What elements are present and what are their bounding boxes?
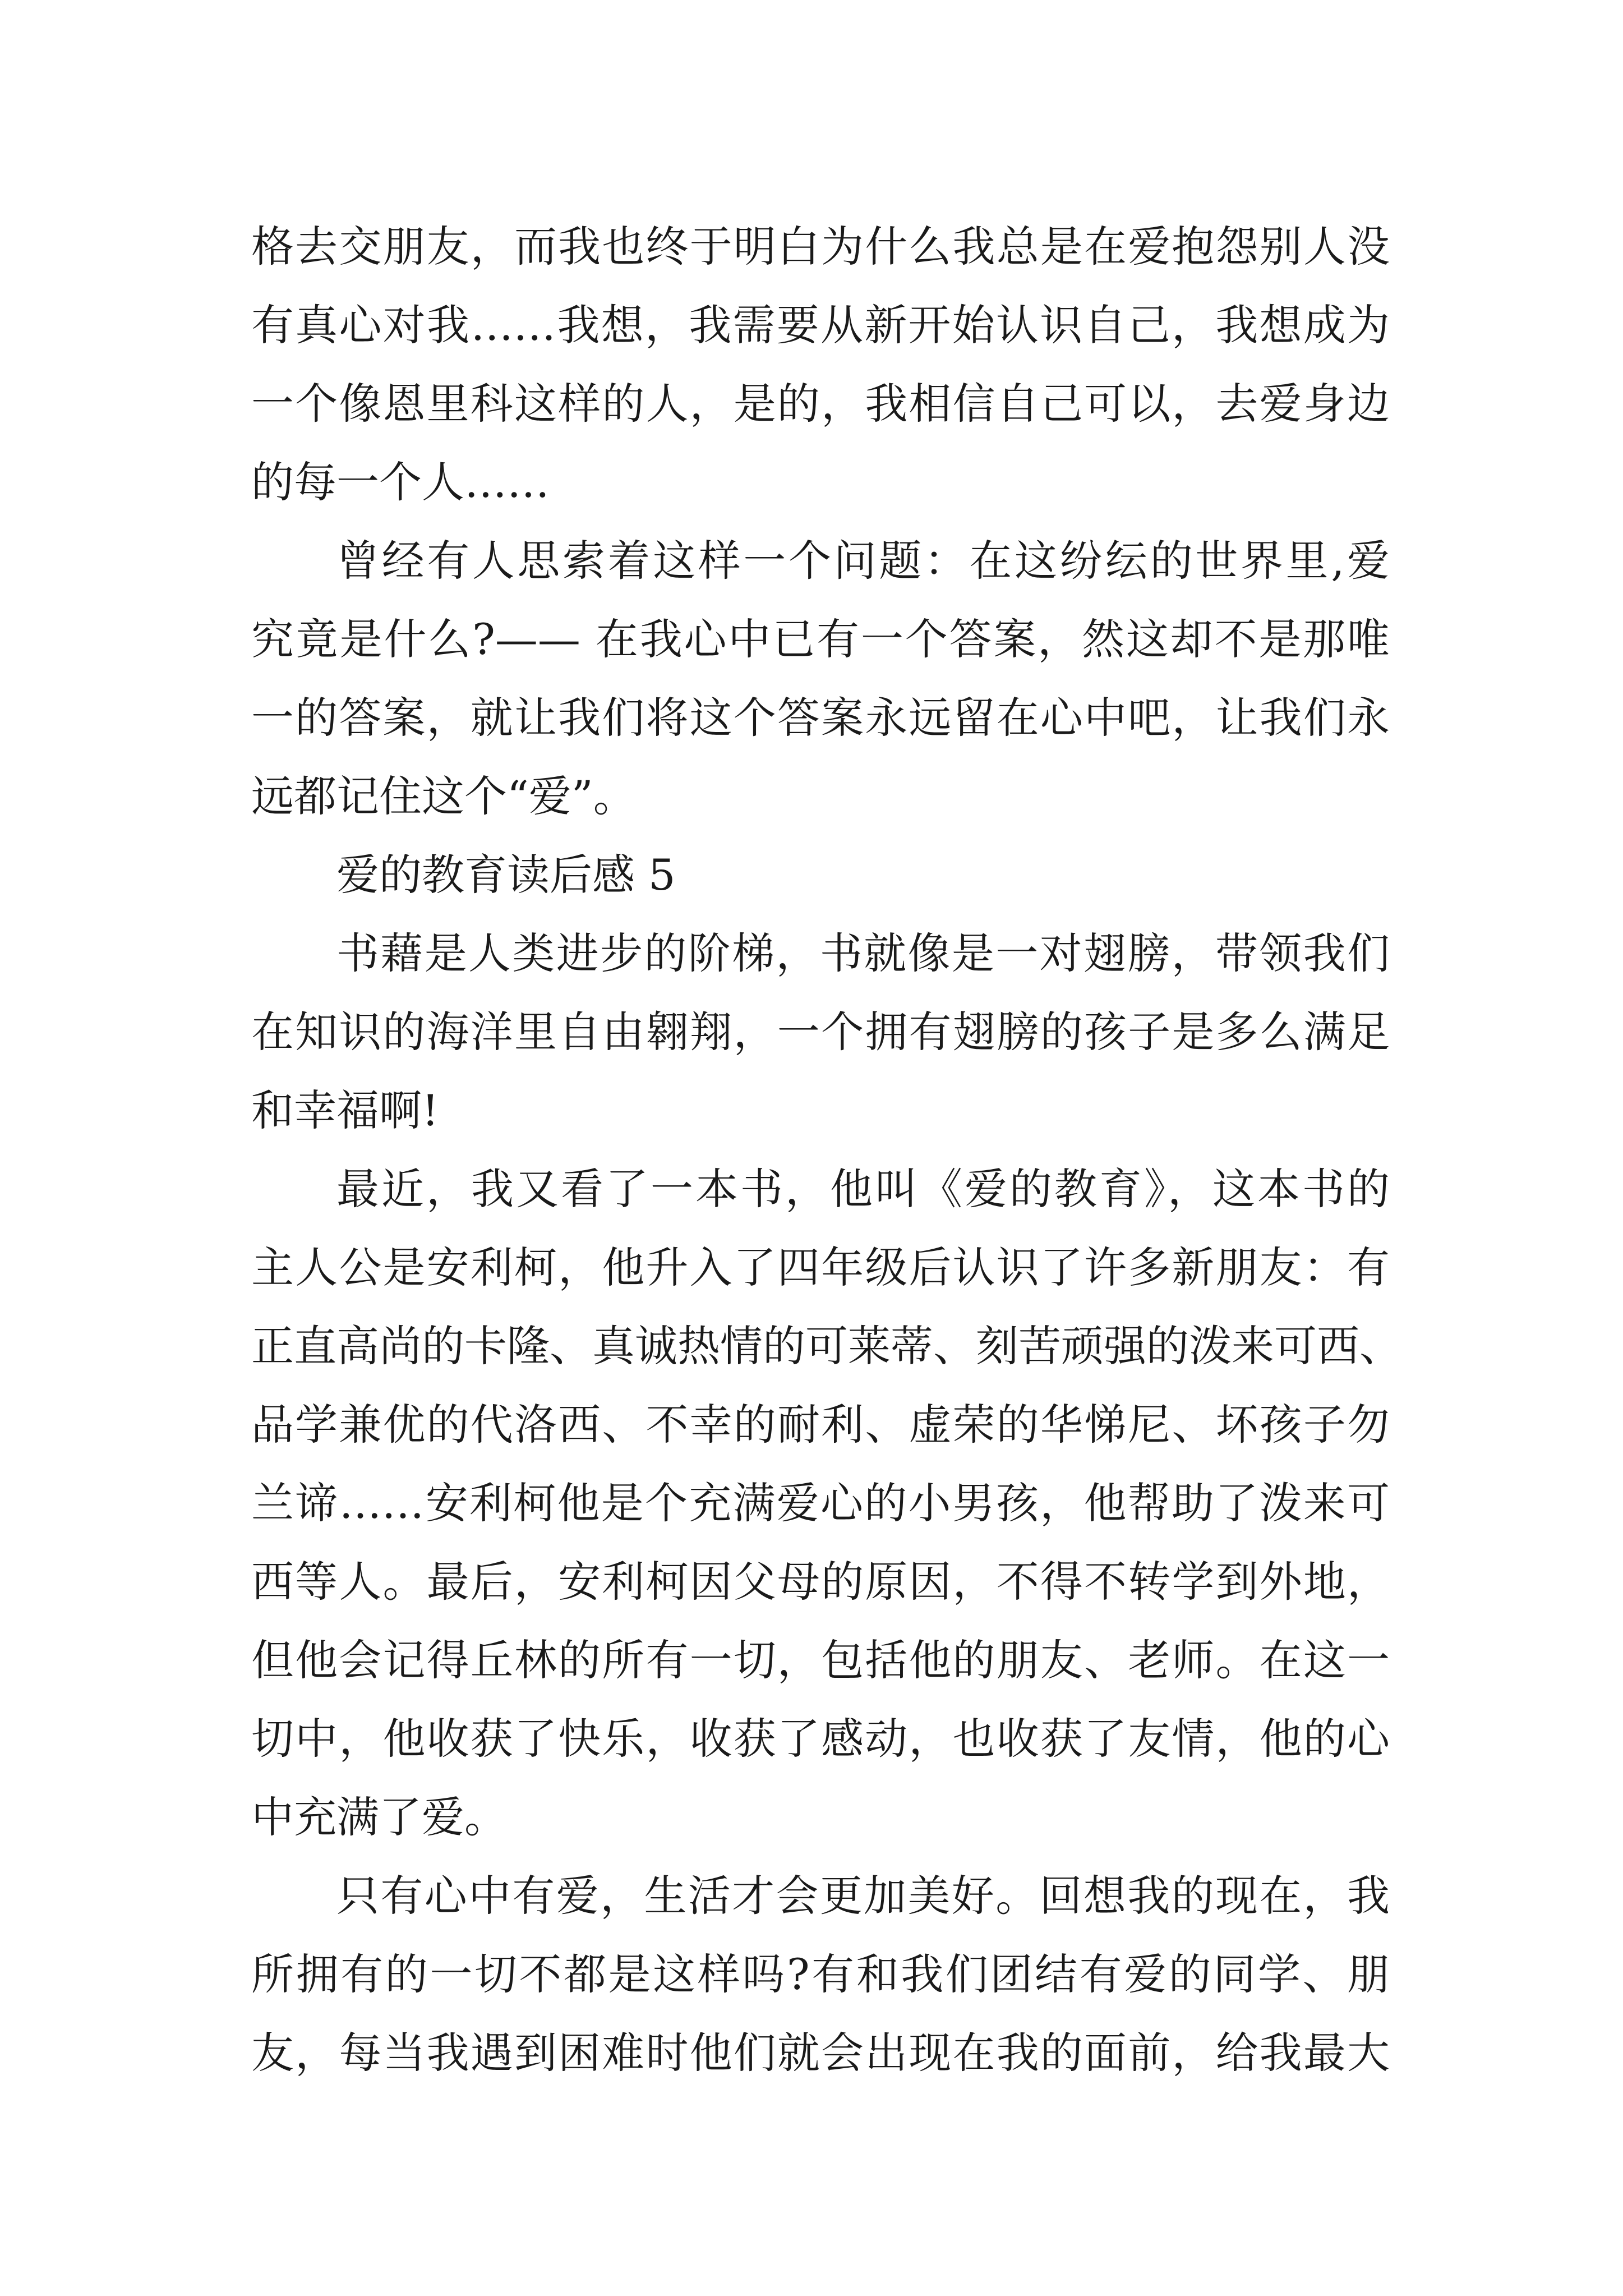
body-text [251, 208, 1402, 2092]
text-line: 一的答案，就让我们将这个答案永远留在心中吧，让我们永 [251, 693, 1390, 743]
paragraph-first-line: 曾经有人思索着这样一个问题：在这纷纭的世界里,爱 [336, 536, 1390, 586]
text-line: 友，每当我遇到困难时他们就会出现在我的面前，给我最大 [251, 2028, 1390, 2078]
text-line: 在知识的海洋里自由翱翔，一个拥有翅膀的孩子是多么满足 [251, 1007, 1390, 1057]
text-line: 究竟是什么?—— 在我心中已有一个答案，然这却不是那唯 [251, 614, 1390, 664]
text-line: 所拥有的一切不都是这样吗?有和我们团结有爱的同学、朋 [251, 1949, 1390, 1999]
text-line: 和幸福啊! [251, 1085, 439, 1135]
text-line: 品学兼优的代洛西、不幸的耐利、虚荣的华悌尼、坏孩子勿 [251, 1400, 1390, 1450]
text-line: 有真心对我……我想，我需要从新开始认识自己，我想成为 [251, 300, 1390, 350]
text-line: 兰谛……安利柯他是个充满爱心的小男孩，他帮助了泼来可 [251, 1478, 1390, 1528]
text-line: 格去交朋友，而我也终于明白为什么我总是在爱抱怨别人没 [251, 222, 1390, 272]
text-line: 的每一个人…… [251, 457, 550, 507]
text-line: 但他会记得丘林的所有一切，包括他的朋友、老师。在这一 [251, 1635, 1390, 1685]
text-line: 远都记住这个“爱”。 [251, 771, 636, 821]
text-line: 切中，他收获了快乐，收获了感动，也收获了友情，他的心 [251, 1714, 1390, 1764]
paragraph-first-line: 只有心中有爱，生活才会更加美好。回想我的现在，我 [336, 1871, 1390, 1921]
text-line: 主人公是安利柯，他升入了四年级后认识了许多新朋友：有 [251, 1243, 1390, 1292]
text-line: 中充满了爱。 [251, 1792, 507, 1842]
paragraph-first-line: 最近，我又看了一本书，他叫《爱的教育》，这本书的 [336, 1164, 1390, 1214]
text-line: 正直高尚的卡隆、真诚热情的可莱蒂、刻苦顽强的泼来可西、 [251, 1321, 1402, 1371]
text-line: 一个像恩里科这样的人，是的，我相信自己可以，去爱身边 [251, 379, 1390, 429]
paragraph-first-line: 书藉是人类进步的阶梯，书就像是一对翅膀，带领我们 [336, 928, 1390, 978]
text-line: 西等人。最后，安利柯因父母的原因，不得不转学到外地， [251, 1557, 1390, 1607]
paragraph-first-line: 爱的教育读后感 5 [336, 850, 676, 900]
